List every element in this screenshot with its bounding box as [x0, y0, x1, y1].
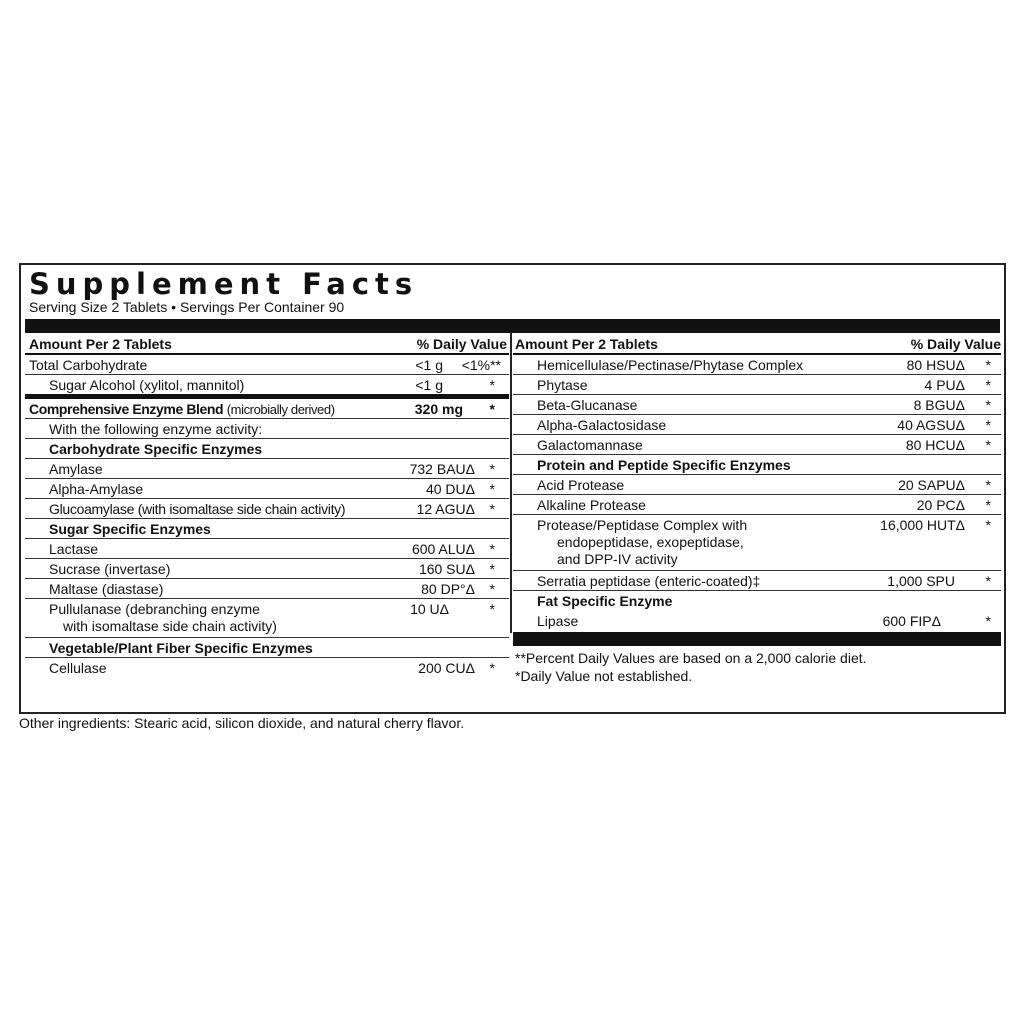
enzyme-amount: 20 PCΔ — [916, 497, 965, 513]
enzyme-row — [513, 375, 1001, 395]
enzyme-daily-value: * — [489, 481, 495, 497]
enzyme-daily-value: * — [489, 660, 495, 676]
enzyme-daily-value: * — [489, 601, 495, 617]
enzyme-name-continued: and DPP-IV activity — [557, 551, 678, 567]
nutrient-daily-value: * — [489, 377, 495, 393]
nutrient-amount: <1 g — [415, 357, 443, 373]
enzyme-row — [25, 499, 509, 519]
enzyme-name: Beta-Glucanase — [537, 397, 638, 413]
subheading-row — [25, 419, 509, 439]
enzyme-daily-value: * — [985, 517, 991, 533]
enzyme-daily-value: * — [489, 461, 495, 477]
enzyme-name: Maltase (diastase) — [49, 581, 164, 597]
enzyme-amount: 12 AGUΔ — [416, 501, 475, 517]
footnote-dv-not-established: *Daily Value not established. — [515, 668, 693, 684]
enzyme-name: Sucrase (invertase) — [49, 561, 171, 577]
enzyme-amount: 1,000 SPU — [887, 573, 955, 589]
category-heading — [513, 455, 1001, 475]
right-column-header — [513, 333, 1001, 355]
enzyme-daily-value: * — [489, 561, 495, 577]
enzyme-row — [25, 658, 509, 678]
nutrient-amount: <1 g — [415, 377, 443, 393]
amount-header: Amount Per 2 Tablets — [515, 336, 658, 352]
supplement-facts-panel — [19, 263, 1006, 714]
blend-daily-value: * — [489, 401, 495, 417]
enzyme-name: Alkaline Protease — [537, 497, 646, 513]
enzyme-name: Serratia peptidase (enteric-coated)‡ — [537, 573, 761, 589]
footnote-divider-bar — [513, 632, 1001, 646]
enzyme-row — [513, 395, 1001, 415]
enzyme-amount: 80 DP°Δ — [421, 581, 475, 597]
enzyme-name: Cellulase — [49, 660, 107, 676]
header-divider-bar — [25, 319, 1000, 333]
enzyme-daily-value: * — [489, 501, 495, 517]
enzyme-amount: 10 UΔ — [410, 601, 449, 617]
enzyme-daily-value: * — [985, 497, 991, 513]
nutrient-daily-value: <1%** — [461, 357, 501, 373]
blend-title: Comprehensive Enzyme Blend — [29, 401, 224, 417]
enzyme-daily-value: * — [985, 397, 991, 413]
enzyme-amount: 200 CUΔ — [418, 660, 475, 676]
category-heading — [513, 591, 1001, 611]
column-divider — [510, 333, 512, 633]
enzyme-amount: 16,000 HUTΔ — [880, 517, 965, 533]
enzyme-row — [25, 459, 509, 479]
enzyme-row — [513, 435, 1001, 455]
enzyme-daily-value: * — [985, 437, 991, 453]
left-column — [25, 333, 509, 678]
enzyme-row — [25, 599, 509, 638]
enzyme-name: Alpha-Galactosidase — [537, 417, 667, 433]
footnote-percent-daily: **Percent Daily Values are based on a 2,000 calorie diet. — [515, 650, 867, 666]
enzyme-daily-value: * — [985, 613, 991, 629]
serving-info: Serving Size 2 Tablets • Servings Per Container 90 — [29, 299, 345, 315]
blend-row — [25, 399, 509, 419]
enzyme-name: Amylase — [49, 461, 103, 477]
enzyme-amount: 40 DUΔ — [425, 481, 475, 497]
enzyme-name: Pullulanase (debranching enzyme — [49, 601, 260, 617]
blend-amount: 320 mg — [414, 401, 463, 417]
enzyme-name: Alpha-Amylase — [49, 481, 144, 497]
enzyme-row — [513, 495, 1001, 515]
enzyme-row — [25, 539, 509, 559]
other-ingredients: Other ingredients: Stearic acid, silicon dioxide, and natural cherry flavor. — [19, 715, 465, 731]
category-label: Fat Specific Enzyme — [537, 593, 673, 609]
enzyme-row — [513, 515, 1001, 571]
enzyme-name-continued: endopeptidase, exopeptidase, — [557, 534, 744, 550]
enzyme-daily-value: * — [985, 357, 991, 373]
enzyme-amount: 732 BAUΔ — [409, 461, 475, 477]
amount-header: Amount Per 2 Tablets — [29, 336, 172, 352]
enzyme-amount: 160 SUΔ — [418, 561, 475, 577]
nutrient-row — [25, 355, 509, 375]
enzyme-amount: 4 PUΔ — [924, 377, 965, 393]
enzyme-row — [513, 355, 1001, 375]
nutrient-name: Total Carbohydrate — [29, 357, 148, 373]
enzyme-name-continued: with isomaltase side chain activity) — [63, 618, 277, 634]
enzyme-name: Galactomannase — [537, 437, 643, 453]
enzyme-daily-value: * — [489, 581, 495, 597]
enzyme-amount: 600 FIPΔ — [882, 613, 941, 629]
enzyme-row — [25, 559, 509, 579]
activity-intro: With the following enzyme activity: — [49, 421, 263, 437]
enzyme-row — [513, 475, 1001, 495]
enzyme-name: Acid Protease — [537, 477, 625, 493]
category-heading — [25, 638, 509, 658]
enzyme-daily-value: * — [489, 541, 495, 557]
enzyme-amount: 40 AGSUΔ — [897, 417, 965, 433]
enzyme-row — [25, 479, 509, 499]
right-column — [513, 333, 1001, 685]
blend-name — [29, 399, 335, 420]
category-heading — [25, 439, 509, 459]
category-label: Vegetable/Plant Fiber Specific Enzymes — [49, 640, 313, 656]
blend-note: (microbially derived) — [226, 402, 335, 417]
enzyme-row — [513, 611, 1001, 631]
enzyme-name: Lactase — [49, 541, 99, 557]
enzyme-amount: 20 SAPUΔ — [898, 477, 965, 493]
category-label: Sugar Specific Enzymes — [49, 521, 211, 537]
nutrient-name: Sugar Alcohol (xylitol, mannitol) — [49, 377, 245, 393]
enzyme-daily-value: * — [985, 477, 991, 493]
enzyme-row — [25, 579, 509, 599]
enzyme-daily-value: * — [985, 377, 991, 393]
enzyme-amount: 8 BGUΔ — [913, 397, 965, 413]
daily-value-header: % Daily Value — [416, 336, 507, 352]
category-label: Carbohydrate Specific Enzymes — [49, 441, 263, 457]
enzyme-row — [513, 571, 1001, 591]
enzyme-name: Glucoamylase (with isomaltase side chain activity) — [49, 501, 346, 517]
enzyme-name: Protease/Peptidase Complex with — [537, 517, 748, 533]
enzyme-amount: 600 ALUΔ — [411, 541, 475, 557]
enzyme-daily-value: * — [985, 417, 991, 433]
daily-value-header: % Daily Value — [910, 336, 1001, 352]
enzyme-amount: 80 HSUΔ — [906, 357, 965, 373]
panel-title: Supplement Facts — [29, 267, 419, 301]
enzyme-name: Lipase — [537, 613, 579, 629]
enzyme-name: Hemicellulase/Pectinase/Phytase Complex — [537, 357, 804, 373]
enzyme-name: Phytase — [537, 377, 588, 393]
nutrient-row — [25, 375, 509, 399]
category-heading — [25, 519, 509, 539]
enzyme-row — [513, 415, 1001, 435]
category-label: Protein and Peptide Specific Enzymes — [537, 457, 791, 473]
enzyme-daily-value: * — [985, 573, 991, 589]
enzyme-amount: 80 HCUΔ — [905, 437, 965, 453]
left-column-header — [25, 333, 509, 355]
